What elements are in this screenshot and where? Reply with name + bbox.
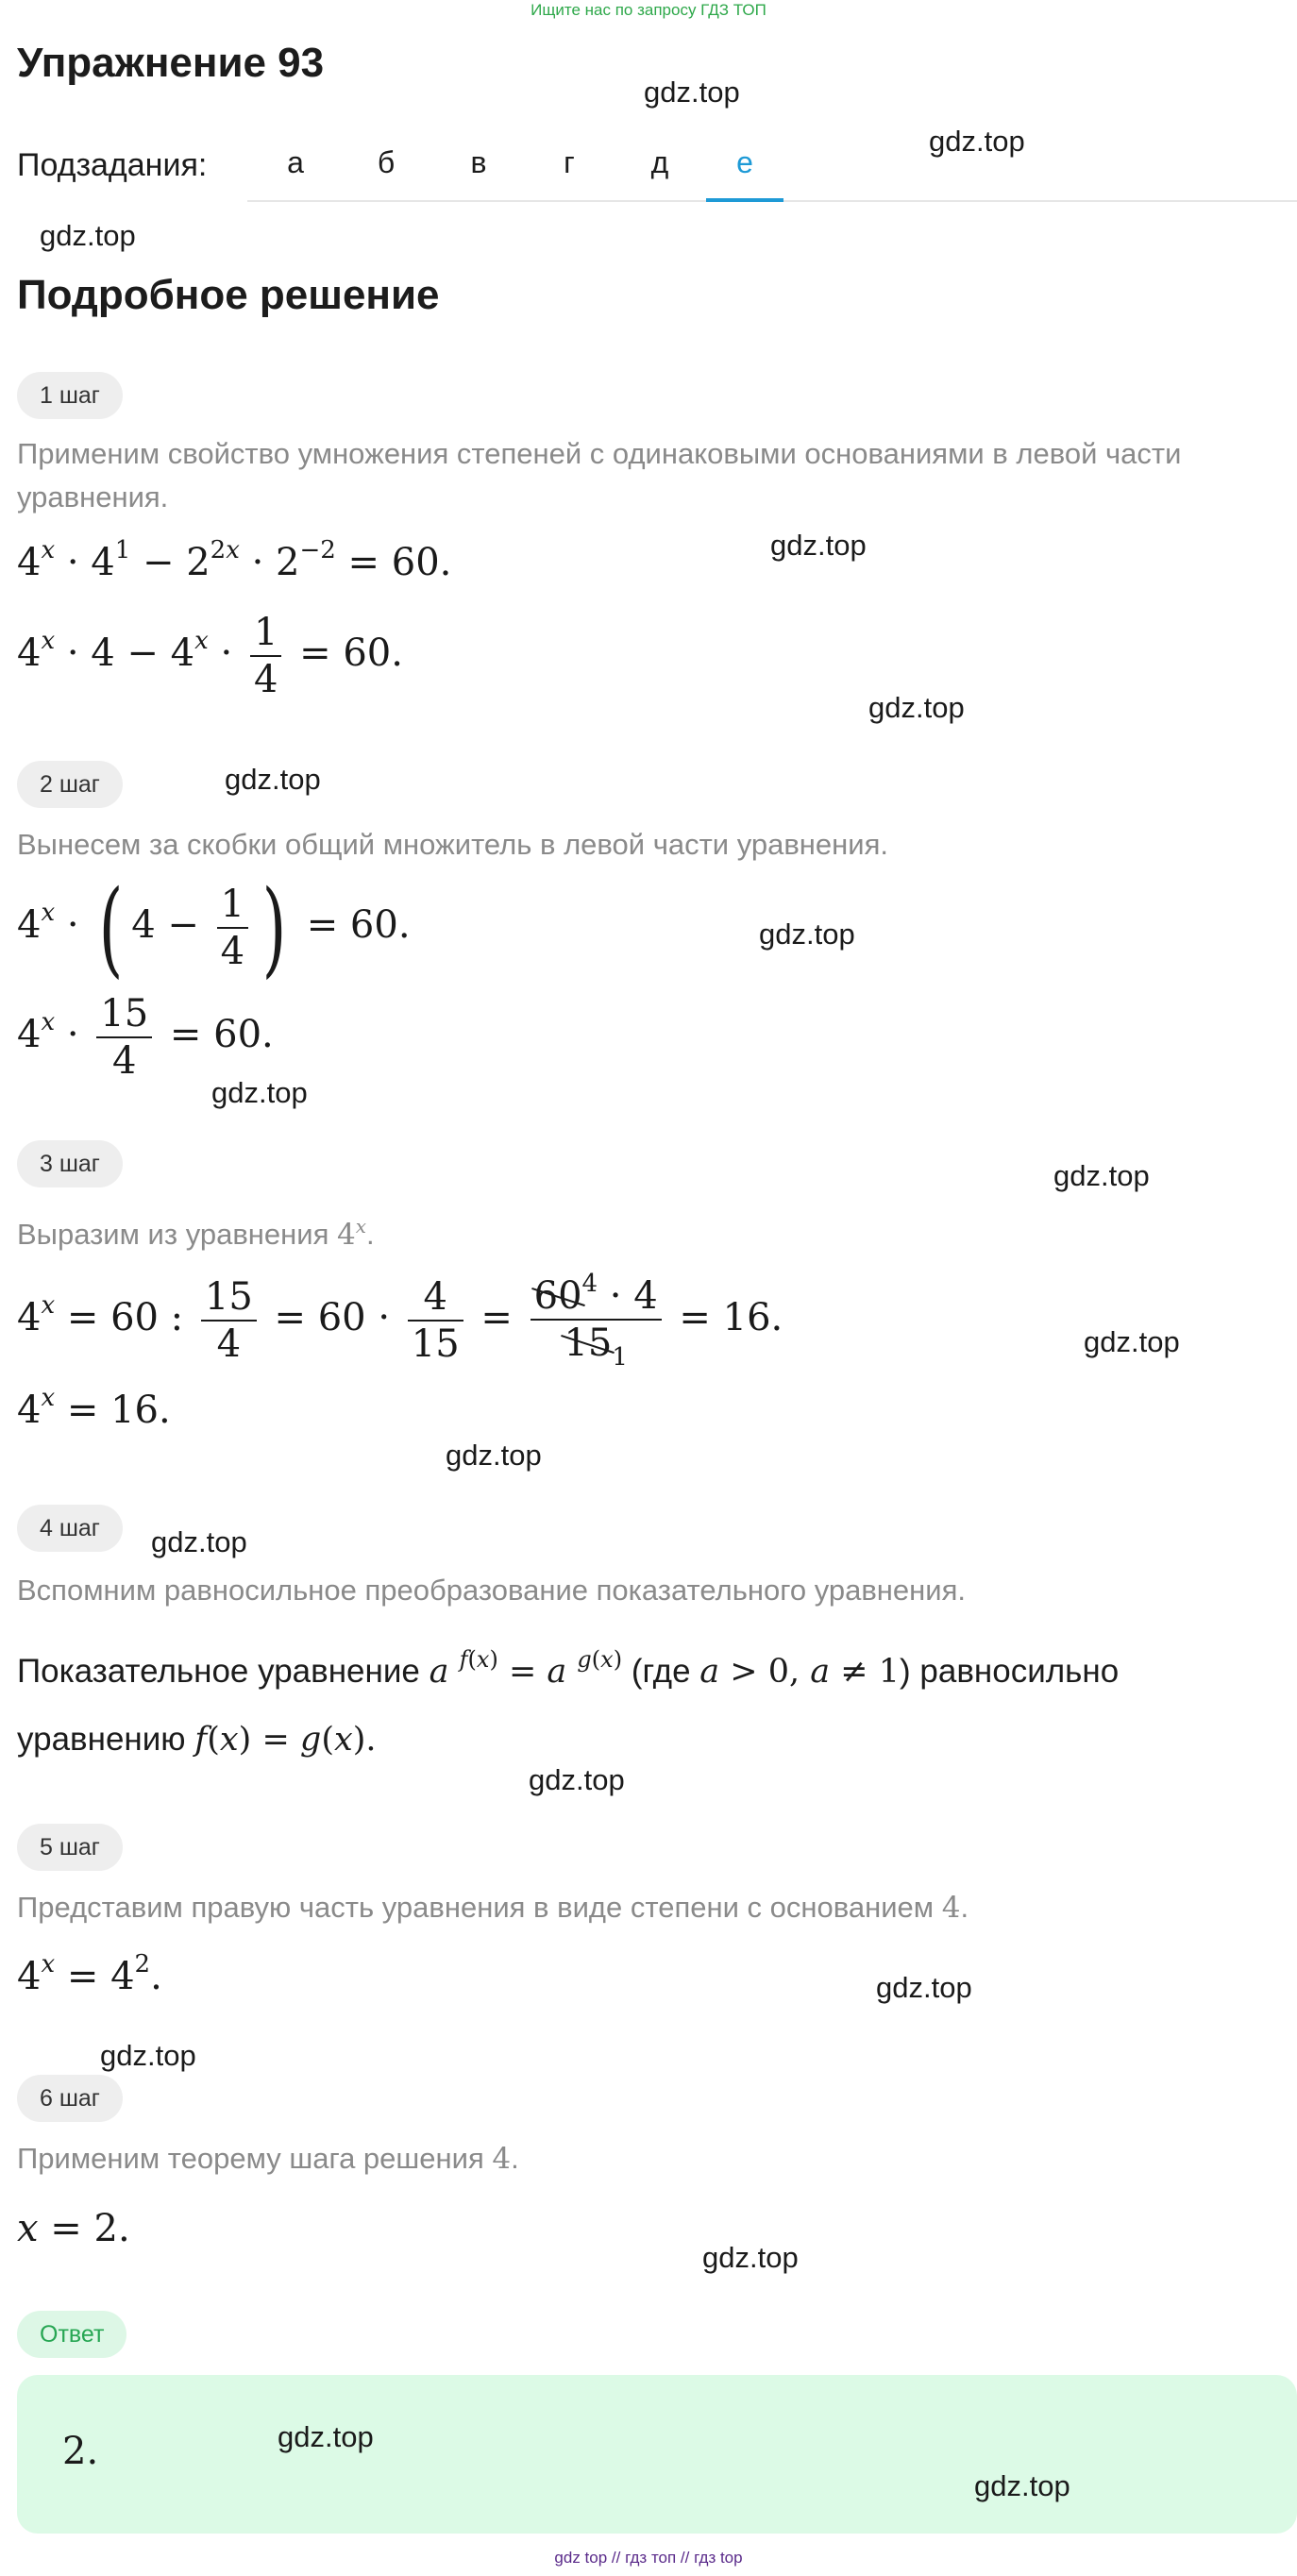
subtasks-label: Подзадания: <box>17 147 208 183</box>
step-3-text-math: 4$^x$ <box>337 1215 367 1252</box>
page-title: Упражнение 93 <box>17 40 325 86</box>
tab-v[interactable]: в <box>470 145 487 179</box>
watermark: gdz.top <box>929 125 1025 158</box>
step-5-text <box>17 1886 1282 1929</box>
step-6-text <box>17 2137 1282 2180</box>
step-5-text-prefix: Представим правую часть уравнения в виде степени с основанием <box>17 1891 935 1924</box>
tab-d[interactable]: д <box>650 145 669 179</box>
watermark: gdz.top <box>211 1076 308 1109</box>
tab-g[interactable]: г <box>564 145 575 179</box>
step-5-text-suffix: . <box>960 1891 969 1924</box>
step-1-equation-1: $4^x \cdot 4^1 - 2^{2x} \cdot 2^{-2} = 60$. <box>17 536 452 584</box>
step-1-text: Применим свойство умножения степеней с одинаковыми основаниями в левой части уравнения. <box>17 437 1182 514</box>
answer-box <box>17 2375 1297 2534</box>
step-5-badge: 5 шаг <box>17 1824 123 1871</box>
watermark: gdz.top <box>40 219 136 252</box>
step-3-equation-2: $4^x = 16$. <box>17 1384 171 1432</box>
step-6-text-suffix: . <box>511 2142 519 2175</box>
watermark: gdz.top <box>974 2469 1070 2502</box>
watermark: gdz.top <box>868 691 965 724</box>
watermark: gdz.top <box>225 763 321 796</box>
watermark: gdz.top <box>529 1763 625 1796</box>
step-4-rule: Показательное уравнение a $^{f(x)}$ = a $^{g(x)}$ (где a > 0, a ≠ 1) равносильно уравнению f(x) = g(x). <box>17 1646 1120 1759</box>
top-banner[interactable]: Ищите нас по запросу ГДЗ ТОП <box>531 1 766 19</box>
watermark: gdz.top <box>702 2241 799 2274</box>
step-3-text-prefix: Выразим из уравнения <box>17 1218 329 1251</box>
step-1-equation-2: $4^x \cdot 4 - 4^x$ · $\frac{1}{4}$ = 60. <box>17 611 403 701</box>
step-5-text-math: 4 <box>941 1891 961 1925</box>
section-title: Подробное решение <box>17 272 440 318</box>
step-3-equation-1: $4^x = 60$ : $\frac{15}{4}$ = 60 · $\frac{4}{15}$ = $\frac{60^4 \cdot 4}{15_1}$ = 16. <box>17 1261 783 1380</box>
step-3-text <box>17 1204 1282 1256</box>
step-2-text: Вынесем за скобки общий множитель в левой части уравнения. <box>17 828 889 861</box>
step-4-rule-part4: уравнению <box>17 1721 186 1758</box>
watermark: gdz.top <box>100 2039 196 2072</box>
step-4-badge: 4 шаг <box>17 1505 123 1552</box>
step-4-rule-part2: (где <box>631 1653 691 1690</box>
watermark: gdz.top <box>759 918 855 951</box>
subtasks-tabs <box>247 132 1297 202</box>
step-6-text-prefix: Применим теорему шага решения <box>17 2142 484 2175</box>
step-3-text-suffix: . <box>366 1218 375 1251</box>
step-5-equation: $4^x = 4^2$. <box>17 1950 162 1998</box>
step-2-badge: 2 шаг <box>17 761 123 808</box>
step-4-text: Вспомним равносильное преобразование показательного уравнения. <box>17 1574 966 1607</box>
footer-links[interactable]: gdz top // гдз топ // гдз top <box>554 2549 743 2567</box>
step-6-text-math: 4 <box>492 2142 512 2176</box>
watermark: gdz.top <box>151 1525 247 1558</box>
answer-value: 2. <box>62 2430 99 2473</box>
tab-b[interactable]: б <box>377 145 396 179</box>
answer-badge: Ответ <box>17 2311 126 2358</box>
tab-a[interactable]: а <box>287 145 304 179</box>
watermark: gdz.top <box>446 1439 542 1472</box>
watermark: gdz.top <box>644 76 740 109</box>
step-6-badge: 6 шаг <box>17 2075 123 2122</box>
watermark: gdz.top <box>770 529 867 562</box>
step-3-badge: 3 шаг <box>17 1140 123 1187</box>
step-4-rule-part1: Показательное уравнение <box>17 1653 420 1690</box>
step-2-equation-1: $4^x$ · ( 4 − $\frac{1}{4}$ ) = 60. <box>17 867 411 988</box>
step-2-equation-2: $4^x$ · $\frac{15}{4}$ = 60. <box>17 992 274 1083</box>
watermark: gdz.top <box>1053 1159 1150 1192</box>
watermark: gdz.top <box>1084 1325 1180 1358</box>
tab-e[interactable]: е <box>706 145 783 202</box>
watermark: gdz.top <box>278 2420 374 2453</box>
step-4-rule-part3: ) равносильно <box>900 1653 1120 1690</box>
step-6-equation: x = 2. <box>17 2207 130 2250</box>
watermark: gdz.top <box>876 1971 972 2004</box>
step-1-badge: 1 шаг <box>17 372 123 419</box>
